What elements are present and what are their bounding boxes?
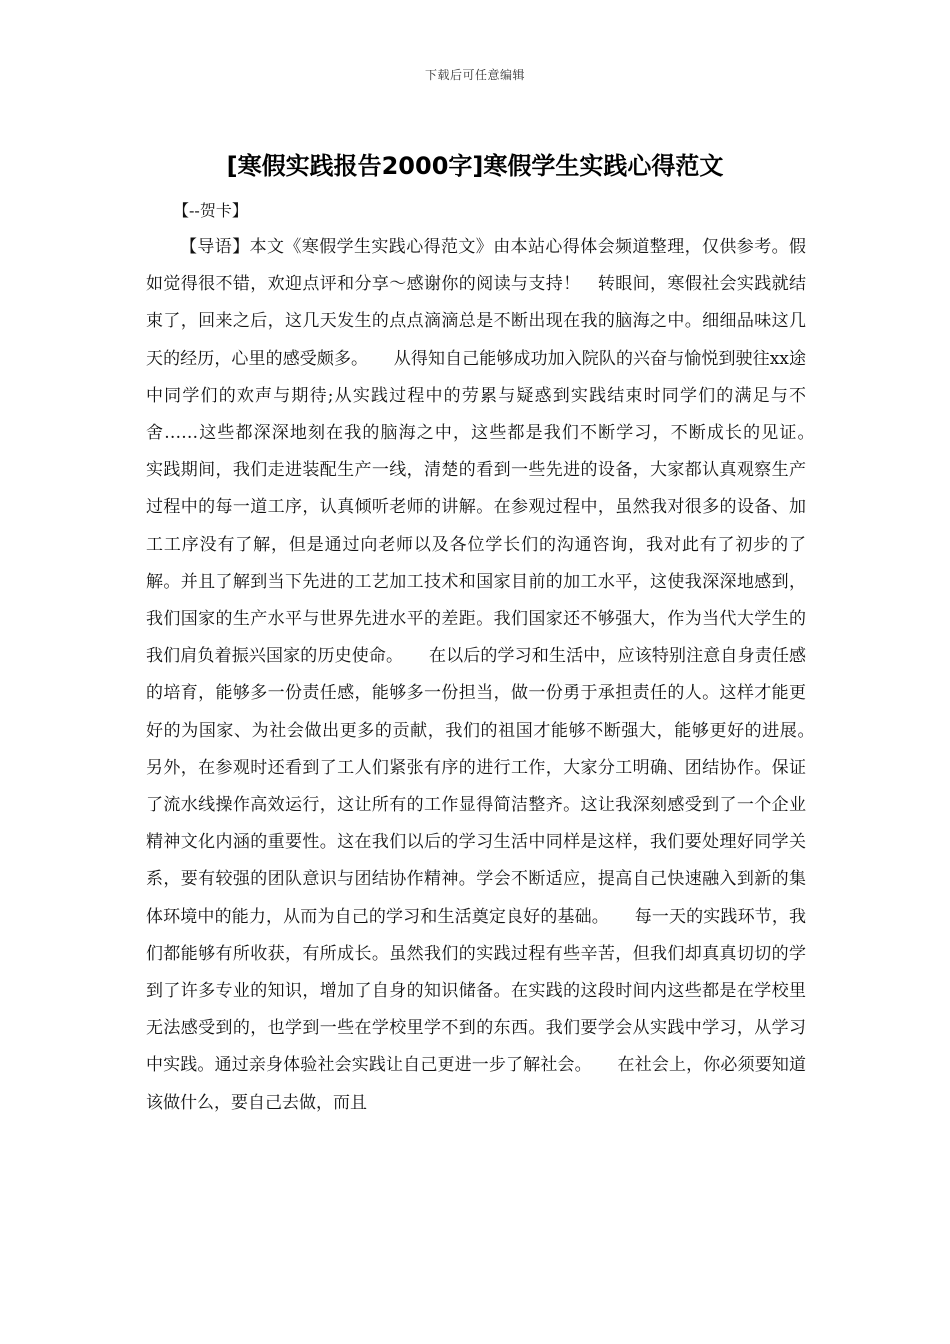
header-note: 下载后可任意编辑 [424,68,525,82]
category-tag: 【--贺卡】 [173,201,248,220]
document-title: [寒假实践报告2000字]寒假学生实践心得范文 [226,152,724,180]
body-paragraph: 【导语】本文《寒假学生实践心得范文》由本站心得体会频道整理，仅供参考。假如觉得很不错，欢迎点评和分享～感谢你的阅读与支持！ 转眼间，寒假社会实践就结束了，回来之后，这几天发生的点点滴滴总是不断出现在我的脑海之中。细细品味这几天的经历，心里的感受颇多。 从得知自己能够成功加入院队的兴奋与愉悦到驶往xx途中同学们的欢声与期待;从实践过程中的劳累与疑惑到实践结束时同学们的满足与不舍……这些都深深地刻在我的脑海之中，这些都是我们不断学习，不断成长的见证。 实践期间，我们走进装配生产一线，清楚的看到一些先进的设备，大家都认真观察生产过程中的每一道工序，认真倾听老师的讲解。在参观过程中，虽然我对很多的设备、加工工序没有了解，但是通过向老师以及各位学长们的沟通咨询，我对此有了初步的了解。并且了解到当下先进的工艺加工技术和国家目前的加工水平，这使我深深地感到，我们国家的生产水平与世界先进水平的差距。我们国家还不够强大，作为当代大学生的我们肩负着振兴国家的历史使命。 在以后的学习和生活中，应该特别注意自身责任感的培育，能够多一份责任感，能够多一份担当，做一份勇于承担责任的人。这样才能更好的为国家、为社会做出更多的贡献，我们的祖国才能够不断强大，能够更好的进展。 另外，在参观时还看到了工人们紧张有序的进行工作，大家分工明确、团结协作。保证了流水线操作高效运行，这让所有的工作显得简洁整齐。这让我深刻感受到了一个企业精神文化内涵的重要性。这在我们以后的学习生活中同样是这样，我们要处理好同学关系，要有较强的团队意识与团结协作精神。学会不断适应，提高自己快速融入到新的集体环境中的能力，从而为自己的学习和生活奠定良好的基础。 每一天的实践环节，我们都能够有所收获，有所成长。虽然我们的实践过程有些辛苦，但我们却真真切切的学到了许多专业的知识，增加了自身的知识储备。在实践的这段时间内这些都是在学校里无法感受到的，也学到一些在学校里学不到的东西。我们要学会从实践中学习，从学习中实践。通过亲身体验社会实践让自己更进一步了解社会。 在社会上，你必须要知道该做什么，要自己去做，而且 [146,237,840,1113]
